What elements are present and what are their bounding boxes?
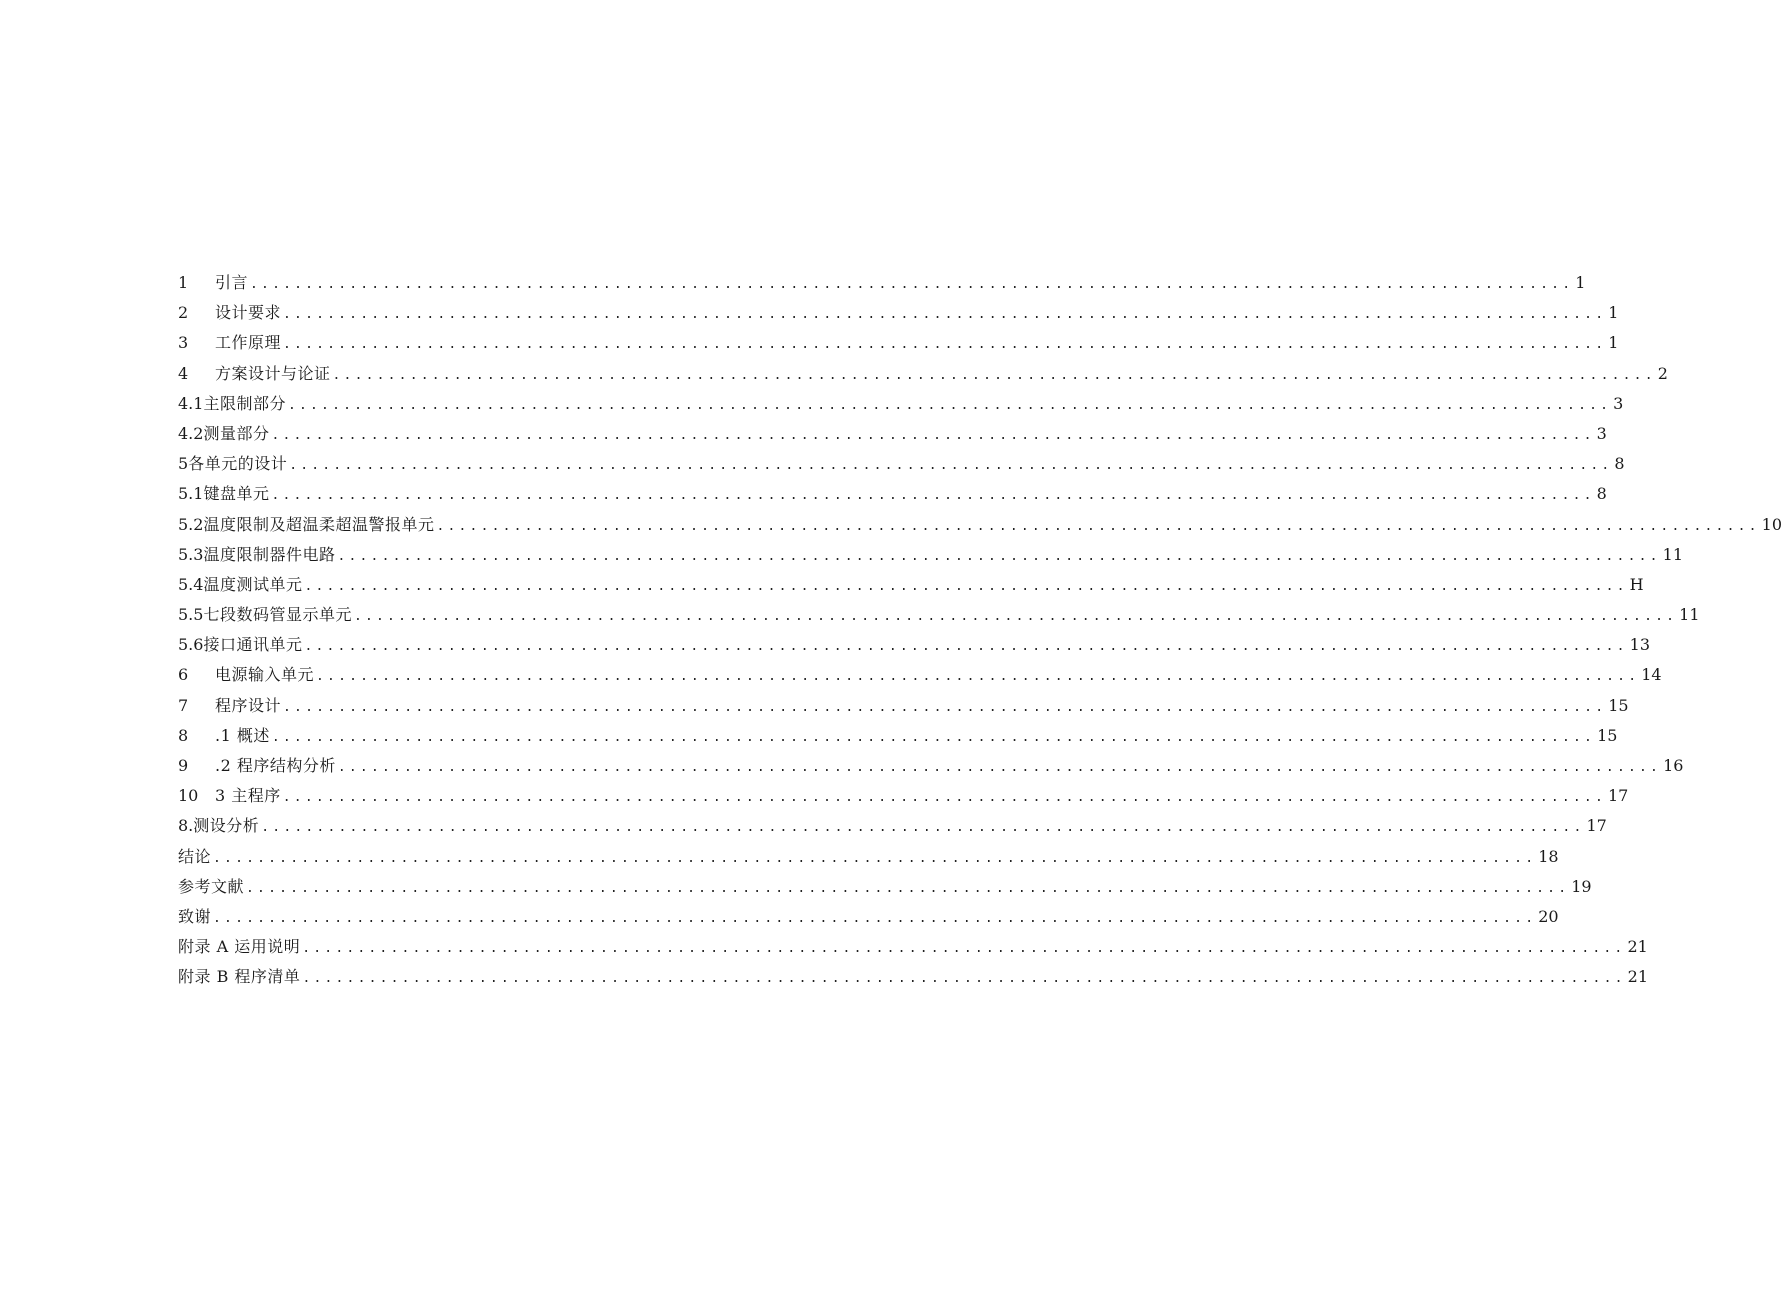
toc-entry-title: 3 主程序 <box>215 786 281 806</box>
toc-entry[interactable] <box>178 540 1684 570</box>
toc-entry-number: 5.2 <box>178 514 204 534</box>
toc-entry-page-number: 15 <box>1608 695 1629 715</box>
toc-dot-leader: ........................................................................................................................ <box>283 307 1607 323</box>
toc-entry-number: 5.1 <box>178 484 204 504</box>
toc-entry[interactable] <box>178 902 1559 932</box>
toc-entry[interactable] <box>178 268 1586 298</box>
toc-entry-title: 电源输入单元 <box>215 665 315 685</box>
toc-entry-page-number: 13 <box>1629 635 1651 655</box>
toc-entry-page-number: 3 <box>1613 393 1624 413</box>
toc-dot-leader: ........................................................................................................................ <box>250 277 1574 292</box>
toc-dot-leader: ........................................................................................................................ <box>246 880 1570 896</box>
toc-entry[interactable] <box>178 298 1619 328</box>
toc-entry[interactable] <box>178 479 1607 509</box>
toc-entry-title: 键盘单元 <box>203 484 270 504</box>
toc-entry[interactable] <box>178 359 1668 389</box>
toc-entry-page-number: 18 <box>1538 846 1559 866</box>
toc-entry[interactable] <box>178 932 1648 962</box>
toc-dot-leader: ........................................................................................................................ <box>337 548 1661 564</box>
toc-entry-number: 7 <box>178 695 189 715</box>
toc-entry[interactable] <box>178 419 1607 449</box>
toc-entry[interactable] <box>178 811 1607 841</box>
toc-entry-number: 5.6 <box>178 635 204 655</box>
toc-entry-title: 接口通讯单元 <box>203 635 303 655</box>
toc-entry-page-number: 8 <box>1596 484 1607 504</box>
toc-dot-leader: ........................................................................................................................ <box>271 488 1595 504</box>
toc-dot-leader: ........................................................................................................................ <box>337 760 1662 775</box>
toc-entry-title: 程序设计 <box>215 695 282 715</box>
toc-dot-leader: ........................................................................................................................ <box>302 971 1626 987</box>
toc-entry-title: 温度限制器件电路 <box>203 544 336 564</box>
toc-entry[interactable] <box>178 872 1592 902</box>
toc-entry-title: 七段数码管显示单元 <box>203 605 352 625</box>
toc-dot-leader: ........................................................................................................................ <box>283 337 1607 353</box>
toc-entry-page-number: 14 <box>1641 665 1662 685</box>
toc-entry-page-number: 17 <box>1607 786 1629 806</box>
toc-entry-number: 6 <box>178 665 189 685</box>
toc-entry-page-number: 2 <box>1657 363 1668 383</box>
toc-entry-title: 结论 <box>178 846 212 866</box>
toc-entry-page-number: 10 <box>1761 514 1782 534</box>
toc-dot-leader: ........................................................................................................................ <box>436 518 1760 534</box>
toc-entry-title: 测量部分 <box>203 423 270 443</box>
toc-entry-title: 温度限制及超温柔超温警报单元 <box>203 514 435 534</box>
toc-entry[interactable] <box>178 328 1619 358</box>
toc-dot-leader: ........................................................................................................................ <box>304 639 1628 655</box>
toc-dot-leader: ........................................................................................................................ <box>316 669 1640 685</box>
toc-entry-number: 5.4 <box>178 574 204 594</box>
toc-entry-number: 5.3 <box>178 544 204 564</box>
toc-entry-number: 3 <box>178 333 189 353</box>
toc-dot-leader: ........................................................................................................................ <box>213 850 1537 866</box>
toc-dot-leader: ........................................................................................................................ <box>271 427 1595 443</box>
toc-entry-number: 4.1 <box>178 393 204 413</box>
toc-entry-title: .1 概述 <box>215 725 270 745</box>
toc-entry-page-number: 15 <box>1597 725 1618 745</box>
toc-entry-number: 8 <box>178 725 189 745</box>
toc-entry-title: 温度测试单元 <box>203 574 303 594</box>
toc-entry-number: 9 <box>178 756 189 775</box>
toc-entry-page-number: 3 <box>1596 423 1607 443</box>
toc-dot-leader: ........................................................................................................................ <box>289 458 1613 474</box>
toc-entry-page-number: 11 <box>1679 605 1700 625</box>
toc-entry[interactable] <box>178 600 1700 630</box>
toc-entry-number: 2 <box>178 303 189 323</box>
toc-entry-title: 附录 A 运用说明 <box>178 937 301 957</box>
toc-entry[interactable] <box>178 962 1648 992</box>
toc-entry[interactable] <box>178 630 1651 660</box>
toc-entry-page-number: 8 <box>1614 454 1625 474</box>
toc-entry-number: 10 <box>178 786 199 806</box>
toc-dot-leader: ........................................................................................................................ <box>304 578 1628 594</box>
toc-dot-leader: ........................................................................................................................ <box>213 910 1537 926</box>
toc-entry-page-number: 1 <box>1575 273 1586 292</box>
toc-entry-title: 方案设计与论证 <box>215 363 331 383</box>
toc-entry-title: 致谢 <box>178 906 212 926</box>
toc-entry-title: .2 程序结构分析 <box>215 756 336 775</box>
toc-entry-title: 测设分析 <box>193 816 260 836</box>
toc-dot-leader: ........................................................................................................................ <box>282 790 1606 806</box>
toc-entry-page-number: 19 <box>1571 876 1592 896</box>
toc-entry-number: 5.5 <box>178 605 204 625</box>
toc-dot-leader: ........................................................................................................................ <box>302 941 1626 957</box>
toc-entry-page-number: 20 <box>1538 906 1559 926</box>
table-of-contents <box>178 268 1782 993</box>
toc-dot-leader: ........................................................................................................................ <box>287 397 1612 413</box>
toc-entry-title: 主限制部分 <box>203 393 286 413</box>
toc-dot-leader: ........................................................................................................................ <box>261 820 1585 836</box>
toc-entry[interactable] <box>178 389 1624 419</box>
toc-entry[interactable] <box>178 691 1629 721</box>
toc-entry[interactable] <box>178 660 1662 690</box>
toc-entry[interactable] <box>178 751 1684 781</box>
toc-entry[interactable] <box>178 781 1629 811</box>
toc-entry[interactable] <box>178 510 1782 540</box>
toc-entry-number: 4 <box>178 363 189 383</box>
toc-entry-number: 5 <box>178 454 189 474</box>
toc-entry[interactable] <box>178 449 1625 479</box>
toc-entry-title: 附录 B 程序清单 <box>178 967 301 987</box>
toc-dot-leader: ........................................................................................................................ <box>332 367 1656 383</box>
toc-entry-page-number: 21 <box>1627 937 1648 957</box>
toc-entry[interactable] <box>178 842 1559 872</box>
toc-dot-leader: ........................................................................................................................ <box>271 729 1596 745</box>
toc-entry-title: 参考文献 <box>178 876 245 896</box>
toc-dot-leader: ........................................................................................................................ <box>353 609 1678 625</box>
toc-entry-page-number: 1 <box>1608 333 1619 353</box>
toc-entry-page-number: 1 <box>1608 303 1619 323</box>
toc-entry-page-number: H <box>1629 574 1644 594</box>
toc-entry[interactable] <box>178 721 1618 751</box>
toc-entry-title: 各单元的设计 <box>188 454 288 474</box>
toc-entry-number: 8. <box>178 816 194 836</box>
toc-entry-title: 引言 <box>215 273 249 292</box>
toc-entry-title: 设计要求 <box>215 303 282 323</box>
toc-entry-page-number: 17 <box>1586 816 1607 836</box>
toc-entry-page-number: 16 <box>1663 756 1684 775</box>
toc-entry-number: 1 <box>178 273 189 292</box>
toc-dot-leader: ........................................................................................................................ <box>283 699 1607 715</box>
toc-entry-page-number: 21 <box>1627 967 1648 987</box>
toc-entry[interactable] <box>178 570 1644 600</box>
toc-entry-number: 4.2 <box>178 423 204 443</box>
toc-entry-title: 工作原理 <box>215 333 282 353</box>
toc-entry-page-number: 11 <box>1662 544 1684 564</box>
